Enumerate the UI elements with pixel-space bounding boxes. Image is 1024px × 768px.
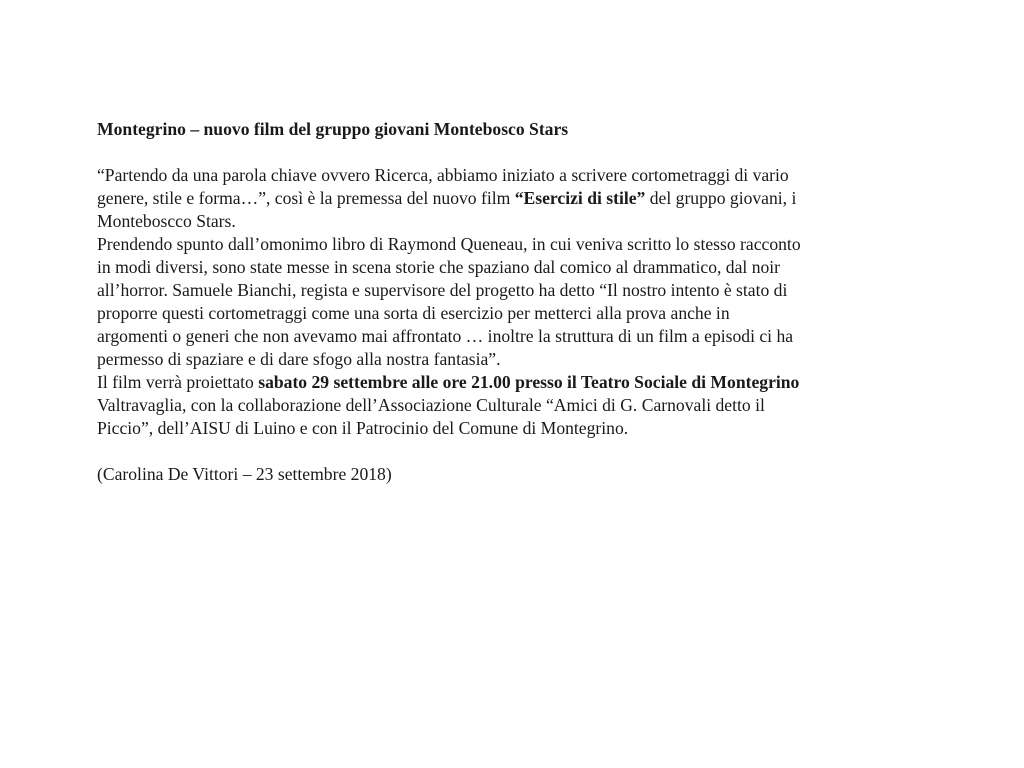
paragraph-line: permesso di spaziare e di dare sfogo alla nostra fantasia”.: [97, 349, 501, 369]
text-run: genere, stile e forma…”, così è la premessa del nuovo film: [97, 188, 515, 208]
paragraph-line: Monteboscco Stars.: [97, 211, 236, 231]
document-page: [97, 118, 937, 486]
paragraph-line: [97, 187, 937, 210]
paragraph-line: “Partendo da una parola chiave ovvero Ricerca, abbiamo iniziato a scrivere cortometraggi di vario: [97, 165, 789, 185]
paragraph-line: Piccio”, dell’AISU di Luino e con il Patrocinio del Comune di Montegrino.: [97, 418, 629, 438]
paragraph-intro: [97, 164, 937, 233]
paragraph-line: Valtravaglia, con la collaborazione dell’Associazione Culturale “Amici di G. Carnovali detto il: [97, 395, 765, 415]
paragraph-line: all’horror. Samuele Bianchi, regista e supervisore del progetto ha detto “Il nostro intento è stato di: [97, 280, 788, 300]
paragraph-screening: [97, 371, 937, 440]
paragraph-line: in modi diversi, sono state messe in scena storie che spaziano dal comico al drammatico, dal noir: [97, 257, 781, 277]
screening-details: sabato 29 settembre alle ore 21.00 presso il Teatro Sociale di Montegrino: [258, 372, 800, 392]
paragraph-line: argomenti o generi che non avevamo mai affrontato … inoltre la struttura di un film a episodi ci ha: [97, 326, 794, 346]
author-signature: (Carolina De Vittori – 23 settembre 2018): [97, 464, 392, 484]
paragraph-line: [97, 371, 937, 394]
paragraph-line: proporre questi cortometraggi come una sorta di esercizio per metterci alla prova anche in: [97, 303, 730, 323]
paragraph-line: Prendendo spunto dall’omonimo libro di Raymond Queneau, in cui veniva scritto lo stesso racconto: [97, 234, 801, 254]
paragraph-description: [97, 233, 937, 371]
document-title: Montegrino – nuovo film del gruppo giovani Montebosco Stars: [97, 119, 569, 139]
text-run: Il film verrà proiettato: [97, 372, 259, 392]
text-run: del gruppo giovani, i: [645, 188, 797, 208]
film-title: “Esercizi di stile”: [514, 188, 646, 208]
